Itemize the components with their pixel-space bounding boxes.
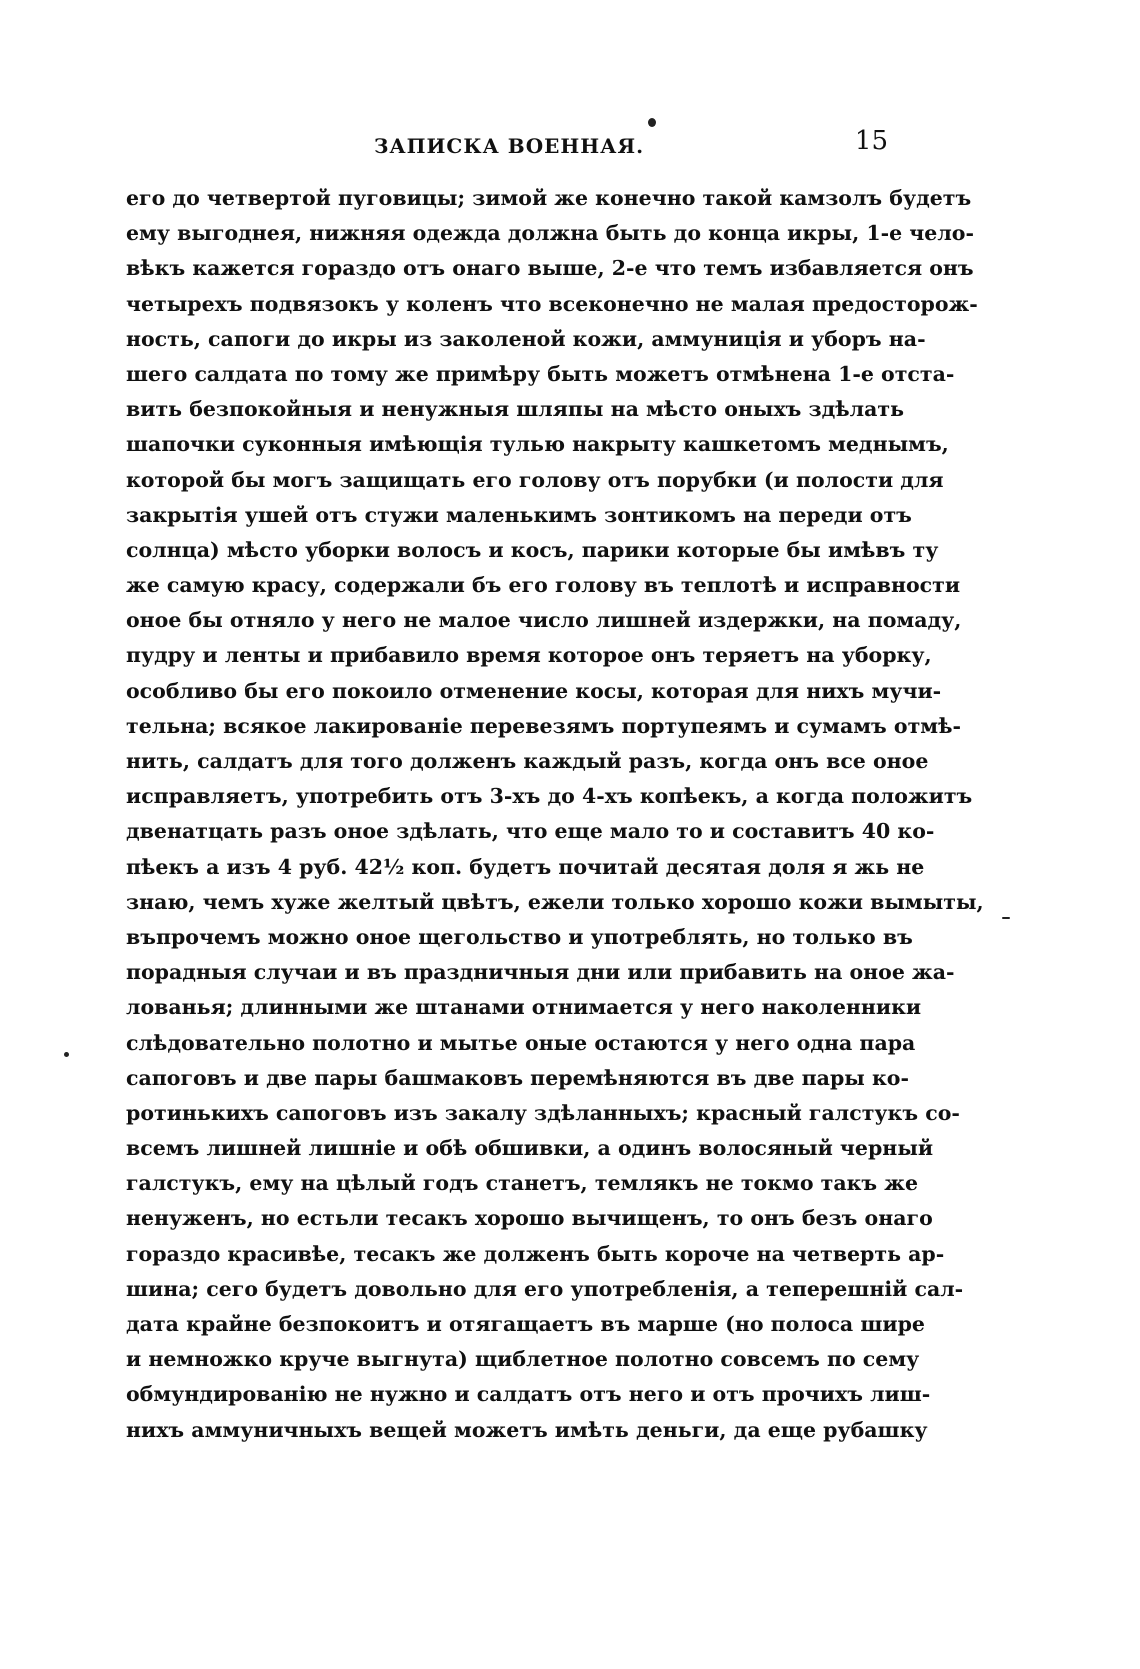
text-line: солнца) мѣсто уборки волосъ и косъ, парики которые бы имѣвъ ту	[126, 537, 939, 562]
text-line: пѣекъ а изъ 4 руб. 42½ коп. будетъ почитай десятая доля я жь не	[126, 854, 925, 879]
text-line: ротинькихъ сапоговъ изъ закалу здѣланныхъ; красный галстукъ со-	[126, 1100, 960, 1125]
text-line: лованья; длинными же штанами отнимается у него наколенники	[126, 995, 922, 1020]
text-line: и немножко круче выгнута) щиблетное полотно совсемъ по сему	[126, 1347, 920, 1372]
text-line: въпрочемъ можно оное щегольство и употреблять, но только въ	[126, 924, 913, 949]
page-number: 15	[854, 126, 888, 156]
text-line: ненуженъ, но естьли тесакъ хорошо вычищенъ, то онъ безъ онаго	[126, 1206, 933, 1231]
text-line: исправляетъ, употребить отъ 3-хъ до 4-хъ копѣекъ, а когда положитъ	[126, 784, 973, 809]
text-line: порадныя случаи и въ праздничныя дни или прибавить на оное жа-	[126, 960, 955, 985]
text-line: тельна; всякое лакированіе перевезямъ портупеямъ и сумамъ отмѣ-	[126, 713, 962, 738]
text-line: галстукъ, ему на цѣлый годъ станетъ, темлякъ не токмо такъ же	[126, 1171, 919, 1196]
text-line: сапоговъ и две пары башмаковъ перемѣняются въ две пары ко-	[126, 1065, 909, 1090]
text-line: дата крайне безпокоитъ и отягащаетъ въ марше (но полоса шире	[126, 1312, 925, 1336]
text-line: особливо бы его покоило отменение косы, которая для нихъ мучи-	[126, 678, 942, 703]
text-line: же самую красу, содержали бъ его голову въ теплотѣ и исправности	[126, 573, 961, 598]
text-line: вѣкъ кажется гораздо отъ онаго выше, 2-е что темъ избавляется онъ	[126, 256, 974, 281]
body-text	[126, 181, 984, 1448]
text-line: двенатцать разъ оное здѣлать, что еще мало то и составитъ 40 ко-	[126, 819, 935, 844]
text-line: ность, сапоги до икры из заколеной кожи, аммуниція и уборъ на-	[126, 326, 926, 351]
text-line: вить безпокойныя и ненужныя шляпы на мѣсто оныхъ здѣлать	[126, 397, 905, 422]
text-line: шего салдата по тому же примѣру быть можетъ отмѣнена 1-е отста-	[126, 361, 955, 386]
running-title: ЗАПИСКА ВОЕННАЯ.	[373, 134, 645, 158]
text-line: шина; сего будетъ довольно для его употребленія, а теперешній сал-	[126, 1276, 964, 1301]
ink-speck	[1002, 917, 1010, 919]
text-line: гораздо красивѣе, тесакъ же долженъ быть короче на четверть ар-	[126, 1241, 945, 1266]
text-line: его до четвертой пуговицы; зимой же конечно такой камзолъ будетъ	[126, 186, 972, 210]
text-line: шапочки суконныя имѣющія тулью накрыту кашкетомъ меднымъ,	[126, 432, 949, 457]
text-line: пудру и ленты и прибавило время которое онъ теряетъ на уборку,	[126, 643, 932, 668]
text-line: оное бы отняло у него не малое число лишней издержки, на помаду,	[126, 608, 962, 633]
text-line: нихъ аммуничныхъ вещей можетъ имѣть деньги, да еще рубашку	[126, 1417, 928, 1442]
text-line: обмундированію не нужно и салдатъ отъ него и отъ прочихъ лиш-	[126, 1382, 931, 1407]
text-line: закрытія ушей отъ стужи маленькимъ зонтикомъ на переди отъ	[126, 502, 912, 527]
text-line: знаю, чемъ хуже желтый цвѣтъ, ежели только хорошо кожи вымыты,	[126, 889, 984, 914]
text-line: всемъ лишней лишніе и обѣ обшивки, а одинъ волосяный черный	[126, 1136, 934, 1161]
text-line: четырехъ подвязокъ у коленъ что всеконечно не малая предосторож-	[126, 291, 978, 316]
text-line: которой бы могъ защищать его голову отъ порубки (и полости для	[126, 467, 944, 492]
text-line: нить, салдатъ для того долженъ каждый разъ, когда онъ все оное	[126, 749, 929, 773]
page-header	[130, 126, 888, 162]
ink-speck	[64, 1052, 69, 1057]
text-line: ему выгоднея, нижняя одежда должна быть до конца икры, 1-е чело-	[126, 221, 974, 246]
text-line: слѣдовательно полотно и мытье оные остаются у него одна пара	[126, 1030, 916, 1055]
